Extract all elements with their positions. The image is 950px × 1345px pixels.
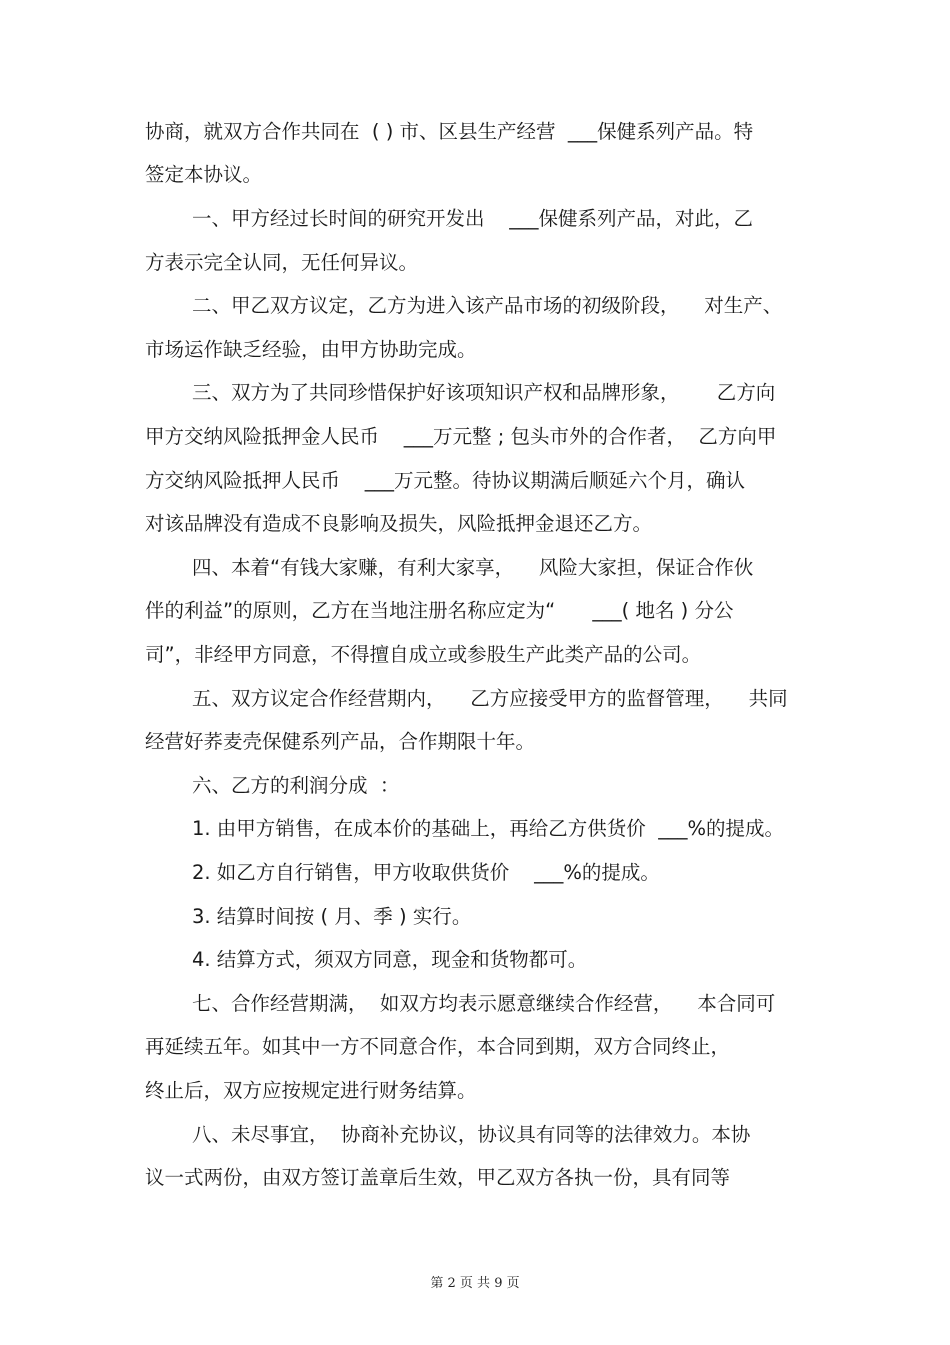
paragraph-line: 伴的利益”的原则，乙方在当地注册名称应定为“ ___( 地名 ) 分公 xyxy=(145,599,734,622)
paragraph-line: 议一式两份，由双方签订盖章后生效，甲乙双方各执一份，具有同等 xyxy=(145,1166,731,1189)
paragraph-line: 四、本着“有钱大家赚，有利大家享， 风险大家担，保证合作伙 xyxy=(192,556,754,579)
paragraph-line: 1. 由甲方销售，在成本价的基础上，再给乙方供货价 ___%的提成。 xyxy=(192,817,784,840)
paragraph-line: 司”，非经甲方同意，不得擅自成立或参股生产此类产品的公司。 xyxy=(145,643,702,666)
paragraph-line: 八、未尽事宜， 协商补充协议，协议具有同等的法律效力。本协 xyxy=(192,1123,751,1146)
paragraph-line: 方表示完全认同，无任何异议。 xyxy=(145,251,419,274)
paragraph-line: 市场运作缺乏经验，由甲方协助完成。 xyxy=(145,338,477,361)
paragraph-line: 对该品牌没有造成不良影响及损失，风险抵押金退还乙方。 xyxy=(145,512,653,535)
paragraph-line: 七、合作经营期满， 如双方均表示愿意继续合作经营， 本合同可 xyxy=(192,992,776,1015)
paragraph-line: 甲方交纳风险抵押金人民币 ___万元整 ; 包头市外的合作者， 乙方向甲 xyxy=(145,425,777,448)
paragraph-line: 再延续五年。如其中一方不同意合作，本合同到期，双方合同终止， xyxy=(145,1035,731,1058)
paragraph-line: 二、甲乙双方议定，乙方为进入该产品市场的初级阶段， 对生产、 xyxy=(192,294,783,317)
paragraph-line: 4. 结算方式，须双方同意，现金和货物都可。 xyxy=(192,948,588,971)
paragraph-line: 方交纳风险抵押人民币 ___万元整。待协议期满后顺延六个月，确认 xyxy=(145,469,746,492)
paragraph-line: 经营好荞麦壳保健系列产品，合作期限十年。 xyxy=(145,730,536,753)
page-number-footer: 第 2 页 共 9 页 xyxy=(430,1276,520,1291)
paragraph-line: 三、双方为了共同珍惜保护好该项知识产权和品牌形象， 乙方向 xyxy=(192,381,776,404)
paragraph-line: 签定本协议。 xyxy=(145,163,263,186)
paragraph-line: 2. 如乙方自行销售，甲方收取供货价 ___%的提成。 xyxy=(192,861,660,884)
paragraph-line: 五、双方议定合作经营期内， 乙方应接受甲方的监督管理， 共同 xyxy=(192,687,788,710)
paragraph-line: 一、甲方经过长时间的研究开发出 ___保健系列产品，对此，乙 xyxy=(192,207,754,230)
paragraph-line: 六、乙方的利润分成 ： xyxy=(192,774,400,797)
paragraph-line: 协商，就双方合作共同在 ( ) 市、区县生产经营 ___保健系列产品。特 xyxy=(145,120,754,143)
paragraph-line: 3. 结算时间按 ( 月、季 ) 实行。 xyxy=(192,905,472,928)
paragraph-line: 终止后，双方应按规定进行财务结算。 xyxy=(145,1079,477,1102)
